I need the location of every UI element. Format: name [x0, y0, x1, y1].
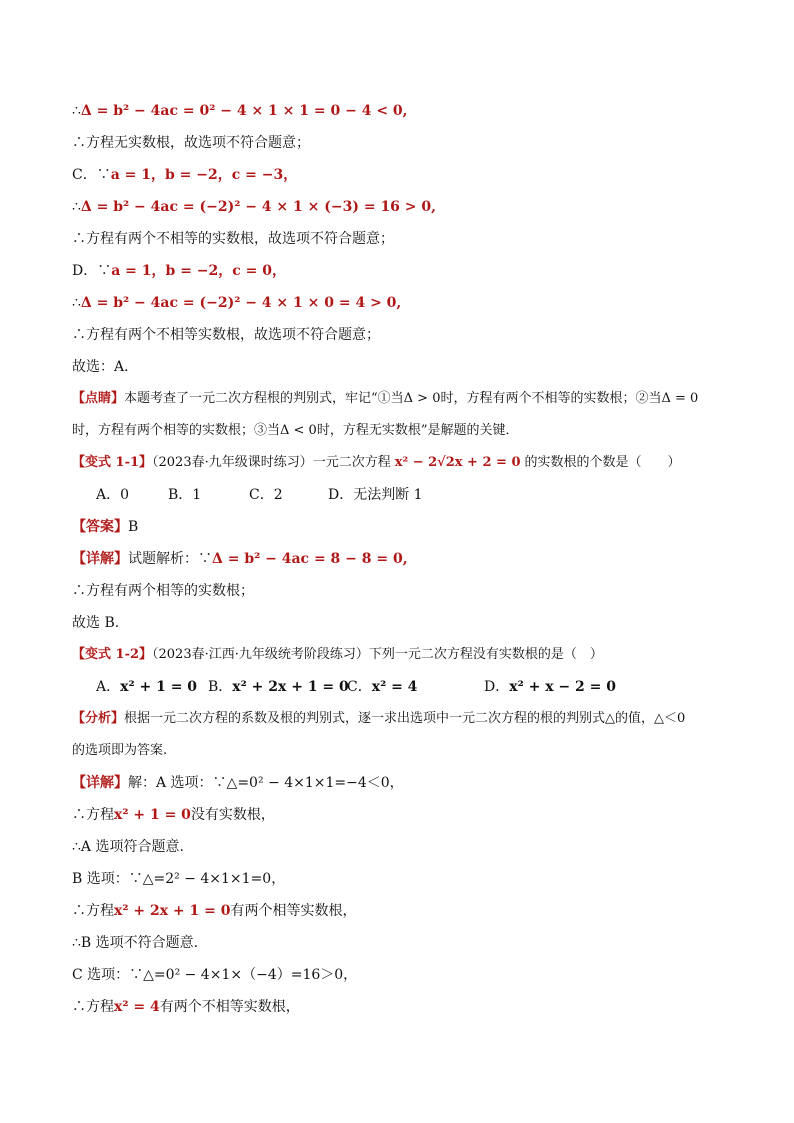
text-line: ∴方程x² + 2x + 1 = 0有两个相等实数根，	[72, 903, 357, 919]
option-c: C．2	[249, 487, 283, 503]
fenxi-line-1: 【分析】根据一元二次方程的系数及根的判别式，逐一求出选项中一元二次方程的根的判别式△的值，△＜0	[72, 711, 686, 726]
math-expression: x² + 2x + 1 = 0	[114, 903, 231, 919]
text-line: ∴Δ = b² − 4ac = (−2)² − 4 × 1 × (−3) = 16 > 0,	[72, 199, 437, 215]
math-expression: Δ = b² − 4ac = 8 − 8 = 0,	[212, 551, 408, 567]
option-a: A．x² + 1 = 0	[96, 679, 198, 695]
text-line: D．∵a = 1，b = −2，c = 0，	[72, 263, 287, 279]
text-line: ∴A 选项符合题意.	[72, 839, 184, 855]
bianshi-1-1-line: 【变式 1-1】（2023春·九年级课时练习）一元二次方程 x² − 2√2x + 2 = 0 的实数根的个数是（ ）	[72, 455, 681, 470]
text-line: ∴方程无实数根，故选项不符合题意；	[72, 135, 310, 151]
math-expression: x² = 4	[371, 679, 418, 695]
option-d: D．x² + x − 2 = 0	[484, 679, 616, 695]
bianshi-1-2-line: 【变式 1-2】（2023春·江西·九年级统考阶段练习）下列一元二次方程没有实数根的是（ ）	[72, 647, 603, 662]
text-line: ∴B 选项不符合题意.	[72, 935, 199, 951]
bianshi-tag: 【变式 1-2】	[72, 647, 153, 662]
math-expression: a = 1，b = −2，c = −3，	[110, 167, 298, 183]
text-line: ∴方程有两个不相等的实数根，故选项不符合题意；	[72, 231, 394, 247]
text-line: ∴Δ = b² − 4ac = 0² − 4 × 1 × 1 = 0 − 4 < 0,	[72, 103, 408, 119]
text-line: 故选 B.	[72, 615, 120, 631]
math-expression: a = 1，b = −2，c = 0，	[111, 263, 287, 279]
text-line: C 选项：∵△=0² − 4×1×（−4）=16＞0，	[72, 967, 358, 983]
dianjing-line-1: 【点睛】本题考查了一元二次方程根的判别式，牢记“①当Δ > 0时，方程有两个不相等的实数根；②当Δ = 0	[72, 391, 699, 406]
fenxi-line-2: 的选项即为答案.	[72, 743, 168, 758]
math-expression: x² + x − 2 = 0	[509, 679, 616, 695]
dianjing-line-2: 时，方程有两个相等的实数根；③当Δ < 0时，方程无实数根”是解题的关键．	[72, 423, 519, 438]
math-expression: Δ = b² − 4ac = (−2)² − 4 × 1 × 0 = 4 > 0,	[80, 295, 402, 311]
answer-line: 【答案】B	[72, 519, 139, 535]
text-line: ∴方程有两个不相等实数根，故选项不符合题意；	[72, 327, 380, 343]
option-d: D．无法判断 1	[328, 487, 423, 503]
math-expression: x² = 4	[114, 999, 160, 1015]
text-line: ∴方程x² = 4有两个不相等实数根，	[72, 999, 300, 1015]
math-expression: x² + 1 = 0	[114, 807, 191, 823]
text-line: C．∵a = 1，b = −2，c = −3，	[72, 167, 298, 183]
text-line: ∴方程x² + 1 = 0没有实数根，	[72, 807, 275, 823]
math-expression: Δ = b² − 4ac = (−2)² − 4 × 1 × (−3) = 16 > 0,	[80, 199, 437, 215]
detail-line: 【详解】解：A 选项：∵△=0² − 4×1×1=−4＜0，	[72, 775, 404, 791]
math-expression: x² − 2√2x + 2 = 0	[394, 455, 521, 470]
answer-tag: 【答案】	[72, 519, 128, 535]
dianjing-tag: 【点睛】	[72, 391, 125, 406]
math-expression: x² + 1 = 0	[120, 679, 198, 695]
math-expression: x² + 2x + 1 = 0	[232, 679, 349, 695]
text-line: 故选：A．	[72, 359, 139, 375]
text-line: B 选项：∵△=2² − 4×1×1=0，	[72, 871, 286, 887]
bianshi-tag: 【变式 1-1】	[72, 455, 153, 470]
math-expression: Δ = b² − 4ac = 0² − 4 × 1 × 1 = 0 − 4 < 0,	[80, 103, 408, 119]
text-line: ∴Δ = b² − 4ac = (−2)² − 4 × 1 × 0 = 4 > 0,	[72, 295, 402, 311]
option-b: B．1	[168, 487, 202, 503]
detail-tag: 【详解】	[72, 551, 128, 567]
option-a: A．0	[96, 487, 130, 503]
option-b: B．x² + 2x + 1 = 0	[208, 679, 349, 695]
fenxi-tag: 【分析】	[72, 711, 125, 726]
detail-tag: 【详解】	[72, 775, 128, 791]
detail-line: 【详解】试题解析：∵Δ = b² − 4ac = 8 − 8 = 0,	[72, 551, 408, 567]
text-line: ∴方程有两个相等的实数根；	[72, 583, 254, 599]
option-c: C．x² = 4	[347, 679, 418, 695]
